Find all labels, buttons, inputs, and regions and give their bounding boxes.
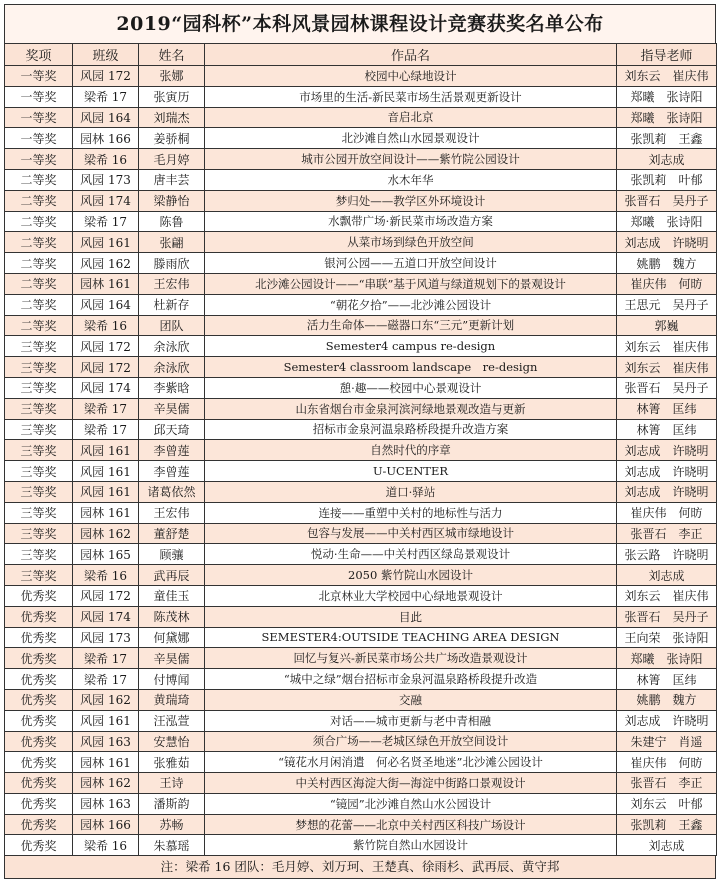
award-cell: 二等奖	[5, 294, 73, 315]
advisor-cell: 刘东云 叶郁	[617, 793, 717, 814]
table-row	[5, 419, 717, 440]
award-cell: 优秀奖	[5, 752, 73, 773]
award-cell: 优秀奖	[5, 814, 73, 835]
table-row	[5, 585, 717, 606]
name-cell: 李曾莲	[139, 461, 205, 482]
table-row	[5, 648, 717, 669]
table-row	[5, 169, 717, 190]
name-cell: 黄瑞琦	[139, 689, 205, 710]
name-cell: 何黛娜	[139, 627, 205, 648]
work-cell: 中关村西区海淀大街—海淀中街路口景观设计	[205, 773, 617, 794]
name-cell: 付博闻	[139, 669, 205, 690]
advisor-cell: 刘志成	[617, 565, 717, 586]
work-cell: 北京林业大学校园中心绿地景观设计	[205, 585, 617, 606]
work-cell: 目此	[205, 606, 617, 627]
name-cell: 陈鲁	[139, 211, 205, 232]
award-cell: 一等奖	[5, 107, 73, 128]
work-cell: “镜园”北沙滩自然山水公园设计	[205, 793, 617, 814]
award-cell: 二等奖	[5, 315, 73, 336]
class-cell: 梁希 17	[73, 648, 139, 669]
name-cell: 王宏伟	[139, 273, 205, 294]
class-cell: 风园 161	[73, 440, 139, 461]
award-cell: 三等奖	[5, 565, 73, 586]
class-cell: 风园 162	[73, 253, 139, 274]
award-cell: 三等奖	[5, 419, 73, 440]
award-table	[4, 43, 717, 856]
advisor-cell: 崔庆伟 何昉	[617, 273, 717, 294]
advisor-cell: 王向荣 张诗阳	[617, 627, 717, 648]
work-cell: 交融	[205, 689, 617, 710]
class-cell: 风园 161	[73, 461, 139, 482]
name-cell: 辛昊儒	[139, 648, 205, 669]
class-cell: 梁希 16	[73, 149, 139, 170]
class-cell: 园林 165	[73, 544, 139, 565]
award-cell: 优秀奖	[5, 731, 73, 752]
award-cell: 优秀奖	[5, 627, 73, 648]
class-cell: 风园 164	[73, 107, 139, 128]
award-cell: 一等奖	[5, 128, 73, 149]
work-cell: 道口·驿站	[205, 481, 617, 502]
name-cell: 辛昊儒	[139, 398, 205, 419]
advisor-cell: 郑曦 张诗阳	[617, 211, 717, 232]
table-row	[5, 835, 717, 856]
table-row	[5, 814, 717, 835]
work-cell: 音启北京	[205, 107, 617, 128]
work-cell: 银河公园——五道口开放空间设计	[205, 253, 617, 274]
name-cell: 诸葛依然	[139, 481, 205, 502]
work-cell: 2050 紫竹院山水园设计	[205, 565, 617, 586]
class-cell: 风园 173	[73, 169, 139, 190]
class-cell: 园林 162	[73, 523, 139, 544]
name-cell: 安慧怡	[139, 731, 205, 752]
award-cell: 优秀奖	[5, 689, 73, 710]
table-row	[5, 731, 717, 752]
work-cell: 北沙滩自然山水园景观设计	[205, 128, 617, 149]
award-list-poster	[4, 4, 716, 879]
work-cell: 活力生命体——磁器口东“三元”更新计划	[205, 315, 617, 336]
name-cell: 余泳欣	[139, 336, 205, 357]
advisor-cell: 张晋石 李正	[617, 523, 717, 544]
header-advisor: 指导老师	[617, 44, 717, 66]
name-cell: 童佳玉	[139, 585, 205, 606]
table-row	[5, 128, 717, 149]
advisor-cell: 林箐 匡纬	[617, 398, 717, 419]
work-cell: 水木年华	[205, 169, 617, 190]
advisor-cell: 郑曦 张诗阳	[617, 648, 717, 669]
advisor-cell: 张凯莉 叶郁	[617, 169, 717, 190]
table-row	[5, 440, 717, 461]
work-cell: 梦归处——教学区外环境设计	[205, 190, 617, 211]
name-cell: 滕雨欣	[139, 253, 205, 274]
table-row	[5, 669, 717, 690]
award-cell: 三等奖	[5, 481, 73, 502]
work-cell: 北沙滩公园设计——“串联”基于风道与绿道规划下的景观设计	[205, 273, 617, 294]
advisor-cell: 刘东云 崔庆伟	[617, 357, 717, 378]
class-cell: 风园 172	[73, 357, 139, 378]
advisor-cell: 刘东云 崔庆伟	[617, 585, 717, 606]
name-cell: 张翩	[139, 232, 205, 253]
work-cell: 紫竹院自然山水园设计	[205, 835, 617, 856]
class-cell: 梁希 17	[73, 419, 139, 440]
table-row	[5, 336, 717, 357]
award-cell: 三等奖	[5, 502, 73, 523]
advisor-cell: 刘志成	[617, 149, 717, 170]
work-cell: 校园中心绿地设计	[205, 66, 617, 87]
table-row	[5, 606, 717, 627]
advisor-cell: 郑曦 张诗阳	[617, 107, 717, 128]
name-cell: 杜新存	[139, 294, 205, 315]
page-title: 2019“园科杯”本科风景园林课程设计竞赛获奖名单公布	[4, 4, 716, 43]
award-cell: 优秀奖	[5, 606, 73, 627]
table-row	[5, 66, 717, 87]
work-cell: 梦想的花蕾——北京中关村西区科技广场设计	[205, 814, 617, 835]
class-cell: 园林 162	[73, 773, 139, 794]
name-cell: 梁静怡	[139, 190, 205, 211]
table-row	[5, 315, 717, 336]
award-cell: 三等奖	[5, 440, 73, 461]
footnote: 注：梁希 16 团队：毛月婷、刘万珂、王楚真、徐雨杉、武再辰、黄守邦	[4, 856, 716, 879]
class-cell: 梁希 17	[73, 398, 139, 419]
award-cell: 三等奖	[5, 357, 73, 378]
header-name: 姓名	[139, 44, 205, 66]
table-row	[5, 107, 717, 128]
advisor-cell: 姚鹏 魏方	[617, 689, 717, 710]
class-cell: 风园 174	[73, 190, 139, 211]
table-row	[5, 523, 717, 544]
table-row	[5, 211, 717, 232]
name-cell: 董舒楚	[139, 523, 205, 544]
award-cell: 优秀奖	[5, 710, 73, 731]
work-cell: 悦动·生命——中关村西区绿岛景观设计	[205, 544, 617, 565]
advisor-cell: 王思元 吴丹子	[617, 294, 717, 315]
name-cell: 姜骄桐	[139, 128, 205, 149]
header-class: 班级	[73, 44, 139, 66]
name-cell: 邱天琦	[139, 419, 205, 440]
class-cell: 风园 163	[73, 731, 139, 752]
name-cell: 张寅历	[139, 86, 205, 107]
class-cell: 园林 161	[73, 502, 139, 523]
class-cell: 园林 161	[73, 752, 139, 773]
table-row	[5, 502, 717, 523]
table-row	[5, 273, 717, 294]
award-cell: 二等奖	[5, 169, 73, 190]
work-cell: 从菜市场到绿色开放空间	[205, 232, 617, 253]
award-cell: 三等奖	[5, 544, 73, 565]
work-cell: 山东省烟台市金泉河滨河绿地景观改造与更新	[205, 398, 617, 419]
work-cell: “朝花夕拾”——北沙滩公园设计	[205, 294, 617, 315]
name-cell: 汪泓萱	[139, 710, 205, 731]
table-row	[5, 398, 717, 419]
award-cell: 二等奖	[5, 273, 73, 294]
work-cell: U-UCENTER	[205, 461, 617, 482]
award-cell: 优秀奖	[5, 835, 73, 856]
advisor-cell: 刘志成 许晓明	[617, 461, 717, 482]
table-row	[5, 710, 717, 731]
name-cell: 唐丰芸	[139, 169, 205, 190]
advisor-cell: 刘东云 崔庆伟	[617, 336, 717, 357]
class-cell: 园林 161	[73, 273, 139, 294]
award-cell: 二等奖	[5, 190, 73, 211]
header-work: 作品名	[205, 44, 617, 66]
name-cell: 陈茂林	[139, 606, 205, 627]
advisor-cell: 林箐 匡纬	[617, 419, 717, 440]
table-row	[5, 773, 717, 794]
work-cell: “镜花水月闲消遣 何必名贤圣地迷”北沙滩公园设计	[205, 752, 617, 773]
name-cell: 张雅茹	[139, 752, 205, 773]
table-row	[5, 86, 717, 107]
name-cell: 余泳欣	[139, 357, 205, 378]
advisor-cell: 崔庆伟 何昉	[617, 502, 717, 523]
advisor-cell: 张云路 许晓明	[617, 544, 717, 565]
award-cell: 二等奖	[5, 253, 73, 274]
advisor-cell: 张晋石 吴丹子	[617, 606, 717, 627]
name-cell: 李紫晗	[139, 377, 205, 398]
award-cell: 二等奖	[5, 232, 73, 253]
class-cell: 风园 164	[73, 294, 139, 315]
award-cell: 优秀奖	[5, 585, 73, 606]
advisor-cell: 刘志成 许晓明	[617, 481, 717, 502]
name-cell: 武再辰	[139, 565, 205, 586]
advisor-cell: 郭巍	[617, 315, 717, 336]
class-cell: 园林 166	[73, 128, 139, 149]
work-cell: SEMESTER4:OUTSIDE TEACHING AREA DESIGN	[205, 627, 617, 648]
advisor-cell: 姚鹏 魏方	[617, 253, 717, 274]
table-row	[5, 481, 717, 502]
award-cell: 三等奖	[5, 523, 73, 544]
table-row	[5, 232, 717, 253]
advisor-cell: 张凯莉 王鑫	[617, 128, 717, 149]
class-cell: 梁希 16	[73, 315, 139, 336]
award-cell: 优秀奖	[5, 773, 73, 794]
advisor-cell: 刘东云 崔庆伟	[617, 66, 717, 87]
table-row	[5, 377, 717, 398]
table-header-row	[5, 44, 717, 66]
name-cell: 团队	[139, 315, 205, 336]
table-row	[5, 793, 717, 814]
name-cell: 王宏伟	[139, 502, 205, 523]
advisor-cell: 朱建宁 肖遥	[617, 731, 717, 752]
work-cell: “城中之绿”烟台招标市金泉河温泉路桥段提升改造	[205, 669, 617, 690]
class-cell: 风园 173	[73, 627, 139, 648]
class-cell: 风园 174	[73, 377, 139, 398]
table-row	[5, 294, 717, 315]
class-cell: 风园 172	[73, 336, 139, 357]
class-cell: 风园 162	[73, 689, 139, 710]
name-cell: 朱慕瑶	[139, 835, 205, 856]
class-cell: 风园 161	[73, 481, 139, 502]
award-cell: 优秀奖	[5, 793, 73, 814]
work-cell: 自然时代的序章	[205, 440, 617, 461]
class-cell: 园林 163	[73, 793, 139, 814]
advisor-cell: 崔庆伟 何昉	[617, 752, 717, 773]
name-cell: 张娜	[139, 66, 205, 87]
table-row	[5, 565, 717, 586]
advisor-cell: 刘志成 许晓明	[617, 710, 717, 731]
work-cell: 招标市金泉河温泉路桥段提升改造方案	[205, 419, 617, 440]
work-cell: Semester4 classroom landscape re-design	[205, 357, 617, 378]
name-cell: 顾骧	[139, 544, 205, 565]
award-cell: 二等奖	[5, 211, 73, 232]
class-cell: 风园 172	[73, 66, 139, 87]
work-cell: 连接——重塑中关村的地标性与活力	[205, 502, 617, 523]
class-cell: 梁希 16	[73, 565, 139, 586]
name-cell: 苏畅	[139, 814, 205, 835]
advisor-cell: 张晋石 李正	[617, 773, 717, 794]
name-cell: 潘斯韵	[139, 793, 205, 814]
class-cell: 梁希 17	[73, 669, 139, 690]
table-row	[5, 461, 717, 482]
advisor-cell: 刘志成 许晓明	[617, 232, 717, 253]
work-cell: 须合广场——老城区绿色开放空间设计	[205, 731, 617, 752]
award-cell: 一等奖	[5, 86, 73, 107]
class-cell: 风园 174	[73, 606, 139, 627]
work-cell: 回忆与复兴-新民菜市场公共广场改造景观设计	[205, 648, 617, 669]
class-cell: 风园 161	[73, 232, 139, 253]
award-cell: 优秀奖	[5, 648, 73, 669]
advisor-cell: 张晋石 吴丹子	[617, 190, 717, 211]
advisor-cell: 刘志成	[617, 835, 717, 856]
table-row	[5, 253, 717, 274]
table-row	[5, 689, 717, 710]
name-cell: 毛月婷	[139, 149, 205, 170]
name-cell: 王诗	[139, 773, 205, 794]
award-cell: 三等奖	[5, 398, 73, 419]
table-row	[5, 752, 717, 773]
award-cell: 一等奖	[5, 66, 73, 87]
table-row	[5, 544, 717, 565]
work-cell: 水飘带广场·新民菜市场改造方案	[205, 211, 617, 232]
class-cell: 风园 161	[73, 710, 139, 731]
class-cell: 风园 172	[73, 585, 139, 606]
work-cell: Semester4 campus re-design	[205, 336, 617, 357]
class-cell: 梁希 17	[73, 211, 139, 232]
class-cell: 梁希 16	[73, 835, 139, 856]
work-cell: 市场里的生活-新民菜市场生活景观更新设计	[205, 86, 617, 107]
award-cell: 三等奖	[5, 336, 73, 357]
advisor-cell: 刘志成 许晓明	[617, 440, 717, 461]
table-row	[5, 190, 717, 211]
award-cell: 一等奖	[5, 149, 73, 170]
work-cell: 包容与发展——中关村西区城市绿地设计	[205, 523, 617, 544]
table-row	[5, 627, 717, 648]
class-cell: 园林 166	[73, 814, 139, 835]
advisor-cell: 郑曦 张诗阳	[617, 86, 717, 107]
work-cell: 憩·趣——校园中心景观设计	[205, 377, 617, 398]
advisor-cell: 张凯莉 王鑫	[617, 814, 717, 835]
class-cell: 梁希 17	[73, 86, 139, 107]
table-row	[5, 357, 717, 378]
award-cell: 三等奖	[5, 377, 73, 398]
award-cell: 三等奖	[5, 461, 73, 482]
advisor-cell: 林箐 匡纬	[617, 669, 717, 690]
work-cell: 城市公园开放空间设计——紫竹院公园设计	[205, 149, 617, 170]
name-cell: 刘瑞杰	[139, 107, 205, 128]
award-cell: 优秀奖	[5, 669, 73, 690]
name-cell: 李曾莲	[139, 440, 205, 461]
advisor-cell: 张晋石 吴丹子	[617, 377, 717, 398]
work-cell: 对话——城市更新与老中青相融	[205, 710, 617, 731]
header-award: 奖项	[5, 44, 73, 66]
table-row	[5, 149, 717, 170]
